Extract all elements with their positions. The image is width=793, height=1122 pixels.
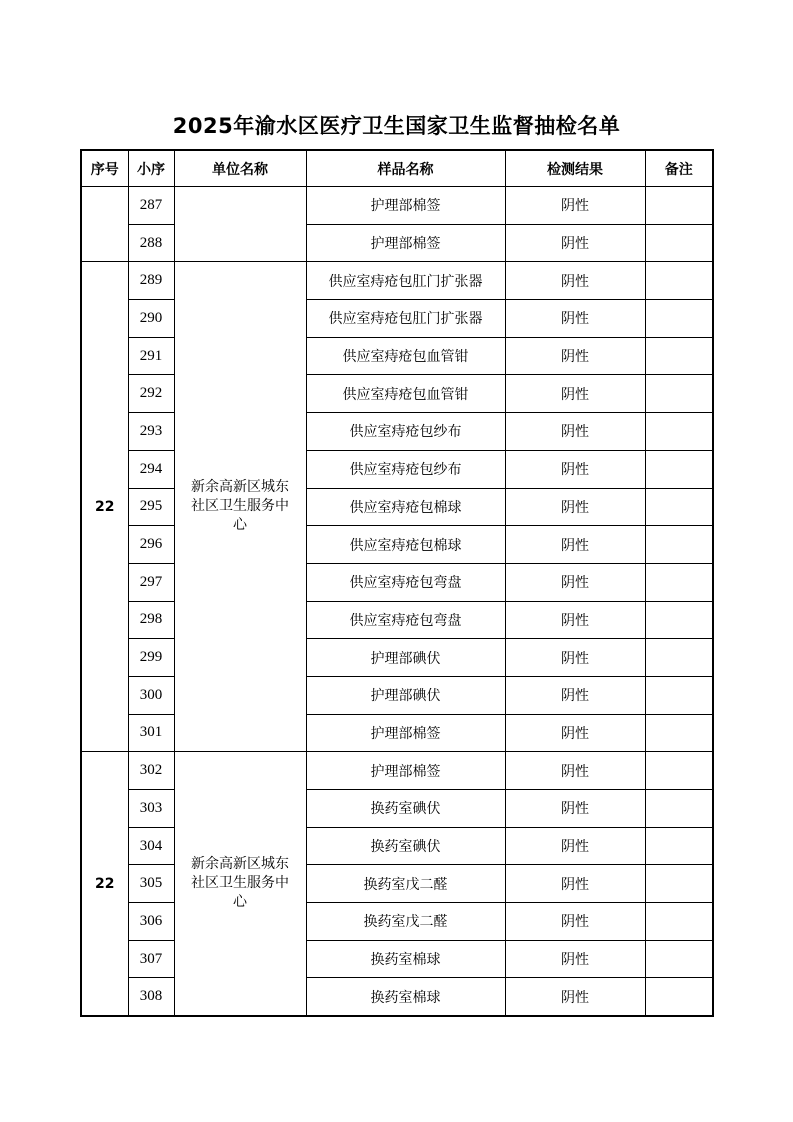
- sub-seq-cell: 308: [128, 978, 174, 1016]
- group-seq-cell: 22: [81, 752, 128, 1016]
- sample-name-cell: 护理部碘伏: [306, 639, 505, 677]
- sample-name-cell: 换药室戊二醛: [306, 903, 505, 941]
- remark-cell: [645, 375, 713, 413]
- result-cell: 阴性: [505, 790, 645, 828]
- page-title: 2025年渝水区医疗卫生国家卫生监督抽检名单: [172, 114, 621, 138]
- remark-cell: [645, 790, 713, 828]
- result-cell: 阴性: [505, 563, 645, 601]
- sub-seq-cell: 299: [128, 639, 174, 677]
- header-sub-seq: 小序: [128, 150, 174, 187]
- sub-seq-cell: 307: [128, 940, 174, 978]
- sub-seq-cell: 291: [128, 337, 174, 375]
- sample-name-cell: 供应室痔疮包弯盘: [306, 563, 505, 601]
- remark-cell: [645, 978, 713, 1016]
- table-row: [81, 187, 713, 225]
- remark-cell: [645, 865, 713, 903]
- sample-name-cell: 换药室碘伏: [306, 790, 505, 828]
- remark-cell: [645, 450, 713, 488]
- sub-seq-cell: 295: [128, 488, 174, 526]
- sample-name-cell: 护理部棉签: [306, 224, 505, 262]
- sub-seq-cell: 290: [128, 300, 174, 338]
- unit-name-cell: [174, 262, 306, 752]
- sample-name-cell: 供应室痔疮包血管钳: [306, 337, 505, 375]
- remark-cell: [645, 413, 713, 451]
- result-cell: 阴性: [505, 676, 645, 714]
- result-cell: 阴性: [505, 978, 645, 1016]
- sub-seq-cell: 294: [128, 450, 174, 488]
- remark-cell: [645, 488, 713, 526]
- sub-seq-cell: 289: [128, 262, 174, 300]
- remark-cell: [645, 940, 713, 978]
- result-cell: 阴性: [505, 375, 645, 413]
- remark-cell: [645, 601, 713, 639]
- result-cell: 阴性: [505, 450, 645, 488]
- sample-name-cell: 换药室棉球: [306, 940, 505, 978]
- sub-seq-cell: 287: [128, 187, 174, 225]
- remark-cell: [645, 187, 713, 225]
- sub-seq-cell: 300: [128, 676, 174, 714]
- sample-name-cell: 换药室戊二醛: [306, 865, 505, 903]
- header-row: [81, 150, 713, 187]
- table-row: [81, 262, 713, 300]
- sub-seq-cell: 297: [128, 563, 174, 601]
- sample-name-cell: 护理部棉签: [306, 187, 505, 225]
- header-seq: 序号: [81, 150, 128, 187]
- sample-name-cell: 供应室痔疮包纱布: [306, 450, 505, 488]
- remark-cell: [645, 262, 713, 300]
- unit-name-line: 新余高新区城东: [191, 479, 289, 496]
- table-row: [81, 752, 713, 790]
- header-result: 检测结果: [505, 150, 645, 187]
- group-seq-cell: [81, 187, 128, 262]
- remark-cell: [645, 752, 713, 790]
- sub-seq-cell: 305: [128, 865, 174, 903]
- unit-name-cell: [174, 752, 306, 1016]
- sub-seq-cell: 303: [128, 790, 174, 828]
- table-header: [81, 150, 713, 187]
- sample-name-cell: 供应室痔疮包纱布: [306, 413, 505, 451]
- remark-cell: [645, 563, 713, 601]
- result-cell: 阴性: [505, 865, 645, 903]
- result-cell: 阴性: [505, 488, 645, 526]
- unit-name-line: 新余高新区城东: [191, 856, 289, 873]
- unit-name-line: 心: [233, 517, 247, 534]
- result-cell: 阴性: [505, 224, 645, 262]
- result-cell: 阴性: [505, 262, 645, 300]
- remark-cell: [645, 903, 713, 941]
- sample-name-cell: 供应室痔疮包棉球: [306, 526, 505, 564]
- sample-name-cell: 供应室痔疮包肛门扩张器: [306, 300, 505, 338]
- remark-cell: [645, 300, 713, 338]
- remark-cell: [645, 714, 713, 752]
- sample-name-cell: 护理部碘伏: [306, 676, 505, 714]
- sub-seq-cell: 301: [128, 714, 174, 752]
- result-cell: 阴性: [505, 413, 645, 451]
- sample-name-cell: 换药室棉球: [306, 978, 505, 1016]
- result-cell: 阴性: [505, 300, 645, 338]
- unit-name-line: 社区卫生服务中: [191, 875, 289, 892]
- remark-cell: [645, 224, 713, 262]
- sample-name-cell: 供应室痔疮包棉球: [306, 488, 505, 526]
- table-body: [81, 187, 713, 1017]
- sample-name-cell: 护理部棉签: [306, 714, 505, 752]
- result-cell: 阴性: [505, 752, 645, 790]
- result-cell: 阴性: [505, 639, 645, 677]
- result-cell: 阴性: [505, 714, 645, 752]
- sample-name-cell: 供应室痔疮包弯盘: [306, 601, 505, 639]
- result-cell: 阴性: [505, 526, 645, 564]
- sub-seq-cell: 296: [128, 526, 174, 564]
- sub-seq-cell: 288: [128, 224, 174, 262]
- sub-seq-cell: 292: [128, 375, 174, 413]
- sample-name-cell: 护理部棉签: [306, 752, 505, 790]
- sub-seq-cell: 306: [128, 903, 174, 941]
- result-cell: 阴性: [505, 827, 645, 865]
- remark-cell: [645, 639, 713, 677]
- result-cell: 阴性: [505, 903, 645, 941]
- remark-cell: [645, 827, 713, 865]
- sub-seq-cell: 304: [128, 827, 174, 865]
- header-unit: 单位名称: [174, 150, 306, 187]
- sub-seq-cell: 302: [128, 752, 174, 790]
- header-remark: 备注: [645, 150, 713, 187]
- remark-cell: [645, 526, 713, 564]
- sub-seq-cell: 293: [128, 413, 174, 451]
- sample-name-cell: 换药室碘伏: [306, 827, 505, 865]
- result-cell: 阴性: [505, 940, 645, 978]
- result-cell: 阴性: [505, 601, 645, 639]
- header-sample: 样品名称: [306, 150, 505, 187]
- remark-cell: [645, 337, 713, 375]
- inspection-table: [80, 149, 714, 1017]
- result-cell: 阴性: [505, 187, 645, 225]
- sample-name-cell: 供应室痔疮包血管钳: [306, 375, 505, 413]
- sample-name-cell: 供应室痔疮包肛门扩张器: [306, 262, 505, 300]
- group-seq-cell: 22: [81, 262, 128, 752]
- remark-cell: [645, 676, 713, 714]
- sub-seq-cell: 298: [128, 601, 174, 639]
- result-cell: 阴性: [505, 337, 645, 375]
- unit-name-line: 心: [233, 894, 247, 911]
- unit-name-cell: [174, 187, 306, 262]
- unit-name-line: 社区卫生服务中: [191, 498, 289, 515]
